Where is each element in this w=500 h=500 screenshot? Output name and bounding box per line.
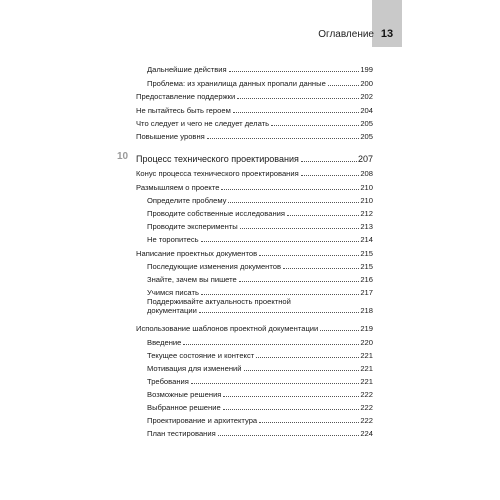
- toc-entry: Определите проблему 210: [147, 196, 373, 205]
- toc-entry: Повышение уровня 205: [136, 132, 373, 141]
- toc-entry: Написание проектных документов 215: [136, 249, 373, 258]
- toc-entry: Что следует и чего не следует делать 205: [136, 119, 373, 128]
- toc-entry: Предоставление поддержки 202: [136, 92, 373, 101]
- toc-entry: Введение 220: [147, 338, 373, 347]
- toc-entry: Возможные решения 222: [147, 390, 373, 399]
- toc-entry: Последующие изменения документов 215: [147, 262, 373, 271]
- toc-entry: Не пытайтесь быть героем 204: [136, 106, 373, 115]
- toc-entry-multiline: Поддерживайте актуальность проектной документации 218: [147, 297, 373, 315]
- page-number: 13: [380, 28, 394, 40]
- toc-entry: Использование шаблонов проектной документации 219: [136, 324, 373, 333]
- toc-entry: Дальнейшие действия 199: [147, 65, 373, 74]
- toc-entry: Знайте, зачем вы пишете 216: [147, 275, 373, 284]
- toc-entry: Проблема: из хранилища данных пропали данные 200: [147, 79, 373, 88]
- toc-entry: Требования 221: [147, 377, 373, 386]
- toc-chapter-entry: Процесс технического проектирования 207: [136, 154, 373, 164]
- chapter-number: 10: [117, 151, 129, 162]
- toc-entry: Конус процесса технического проектирования 208: [136, 169, 373, 178]
- toc-entry: Размышляем о проекте 210: [136, 183, 373, 192]
- toc-entry: Проводите собственные исследования 212: [147, 209, 373, 218]
- toc-entry: Проводите эксперименты 213: [147, 222, 373, 231]
- toc-entry: Выбранное решение 222: [147, 403, 373, 412]
- toc-entry: Не торопитесь 214: [147, 235, 373, 244]
- toc-entry: Текущее состояние и контекст 221: [147, 351, 373, 360]
- running-header-title: Оглавление: [318, 29, 374, 40]
- toc-entry: Проектирование и архитектура 222: [147, 416, 373, 425]
- toc-entry: План тестирования 224: [147, 429, 373, 438]
- toc-entry: Учимся писать 217: [147, 288, 373, 297]
- toc-entry: Мотивация для изменений 221: [147, 364, 373, 373]
